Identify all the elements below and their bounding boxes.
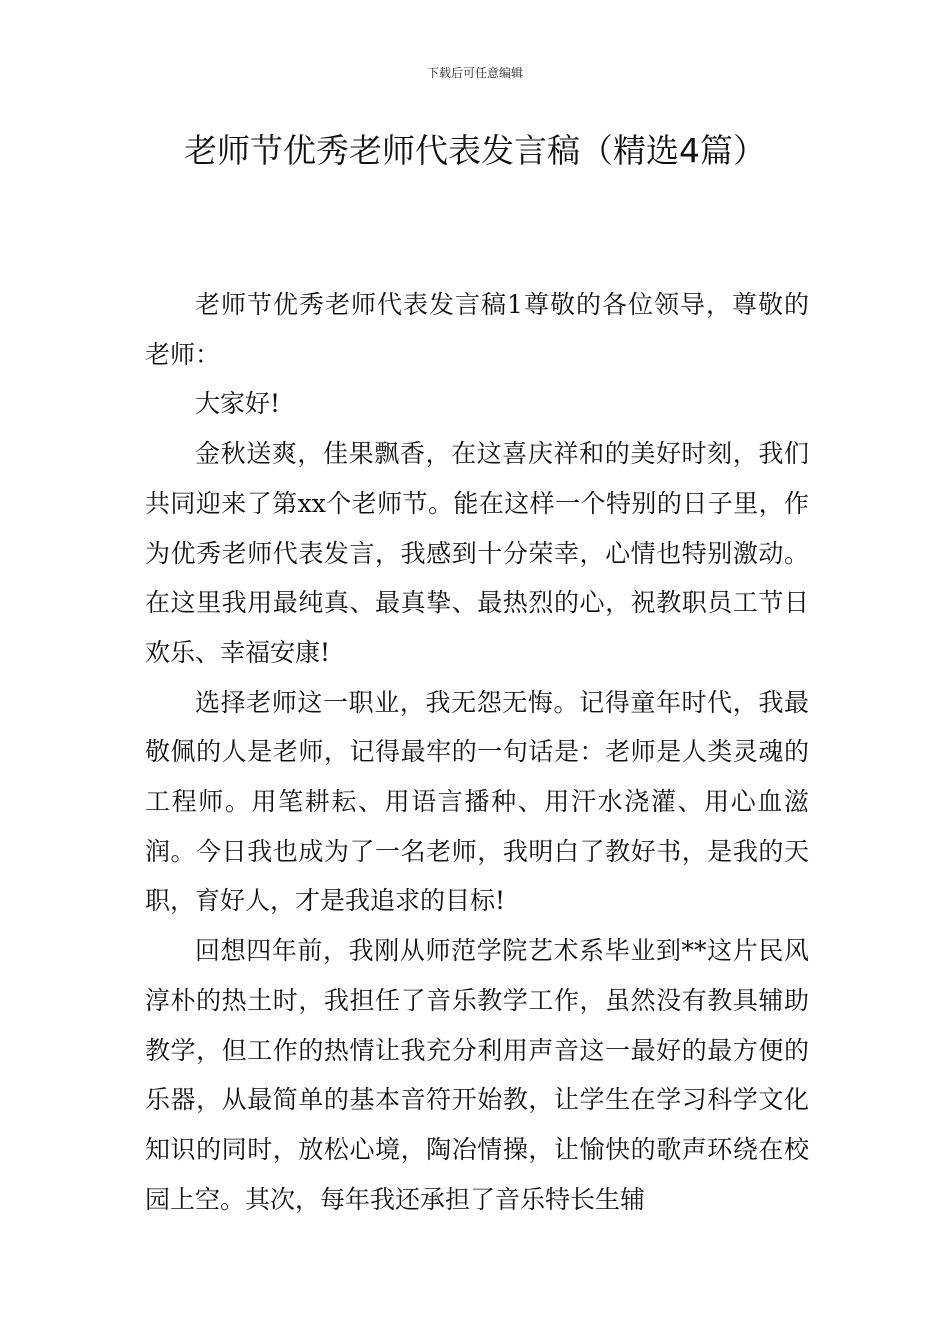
document-title: 老师节优秀老师代表发言稿（精选4篇） [184,131,766,170]
paragraph: 金秋送爽，佳果飘香，在这喜庆祥和的美好时刻，我们共同迎来了第xx个老师节。能在这样一个特别的日子里，作为优秀老师代表发言，我感到十分荣幸，心情也特别激动。在这里我用最纯真、最真挚、最热烈的心，祝教职员工节日欢乐、幸福安康! [145,439,809,667]
paragraph: 大家好! [195,389,281,419]
paragraph: 老师节优秀老师代表发言稿1尊敬的各位领导，尊敬的老师： [145,290,809,369]
header-note: 下载后可任意编辑 [426,66,523,80]
paragraph: 选择老师这一职业，我无怨无悔。记得童年时代，我最敬佩的人是老师，记得最牢的一句话是：老师是人类灵魂的工程师。用笔耕耘、用语言播种、用汗水浇灌、用心血滋润。今日我也成为了一名老师，我明白了教好书，是我的天职，育好人，才是我追求的目标! [145,687,809,916]
paragraph: 回想四年前，我刚从师范学院艺术系毕业到**这片民风淳朴的热土时，我担任了音乐教学工作，虽然没有教具辅助教学，但工作的热情让我充分利用声音这一最好的最方便的乐器，从最简单的基本音符开始教，让学生在学习科学文化知识的同时，放松心境，陶冶情操，让愉快的歌声环绕在校园上空。其次，每年我还承担了音乐特长生辅 [145,936,809,1214]
document-body [145,280,809,1224]
